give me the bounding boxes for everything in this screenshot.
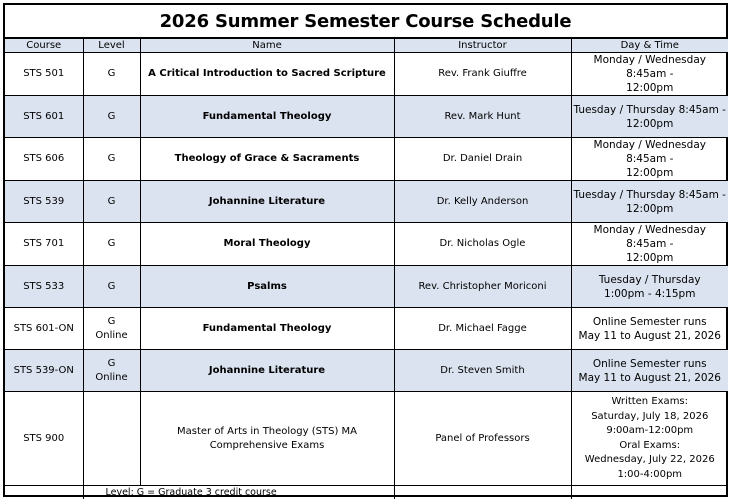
footnote-spacer xyxy=(5,486,83,500)
course-level: G xyxy=(83,266,140,308)
table-row xyxy=(5,53,728,96)
course-level: G xyxy=(83,53,140,96)
course-day-time: Online Semester runs May 11 to August 21, 2026 xyxy=(571,308,728,350)
course-name: Johannine Literature xyxy=(140,181,394,223)
course-level: G xyxy=(83,96,140,138)
col-header-course: Course xyxy=(5,39,83,53)
course-name: Master of Arts in Theology (STS) MA Comprehensive Exams xyxy=(140,392,394,486)
course-code: STS 601 xyxy=(5,96,83,138)
table-row xyxy=(5,266,728,308)
schedule-title: 2026 Summer Semester Course Schedule xyxy=(5,5,726,38)
course-name: Johannine Literature xyxy=(140,350,394,392)
course-name: Theology of Grace & Sacraments xyxy=(140,138,394,181)
table-row xyxy=(5,96,728,138)
course-code: STS 539 xyxy=(5,181,83,223)
col-header-instructor: Instructor xyxy=(394,39,571,53)
course-level: G xyxy=(83,181,140,223)
course-day-time: Written Exams: Saturday, July 18, 2026 9:00am-12:00pm Oral Exams: Wednesday, July 22, 2026 1:00-4:00pm xyxy=(571,392,728,486)
course-level xyxy=(83,392,140,486)
course-instructor: Rev. Christopher Moriconi xyxy=(394,266,571,308)
course-code: STS 539-ON xyxy=(5,350,83,392)
course-day-time: Online Semester runs May 11 to August 21, 2026 xyxy=(571,350,728,392)
course-instructor: Rev. Mark Hunt xyxy=(394,96,571,138)
course-code: STS 601-ON xyxy=(5,308,83,350)
course-day-time: Tuesday / Thursday 8:45am - 12:00pm xyxy=(571,181,728,223)
schedule-sheet xyxy=(3,3,728,497)
col-header-name: Name xyxy=(140,39,394,53)
course-name: A Critical Introduction to Sacred Scripture xyxy=(140,53,394,96)
table-row xyxy=(5,181,728,223)
course-code: STS 606 xyxy=(5,138,83,181)
course-name: Fundamental Theology xyxy=(140,308,394,350)
table-row xyxy=(5,308,728,350)
course-code: STS 701 xyxy=(5,223,83,266)
course-day-time: Monday / Wednesday 8:45am - 12:00pm xyxy=(571,138,728,181)
col-header-day-time: Day & Time xyxy=(571,39,728,53)
course-code: STS 501 xyxy=(5,53,83,96)
table-row xyxy=(5,350,728,392)
course-name: Moral Theology xyxy=(140,223,394,266)
course-instructor: Rev. Frank Giuffre xyxy=(394,53,571,96)
course-code: STS 533 xyxy=(5,266,83,308)
course-instructor: Panel of Professors xyxy=(394,392,571,486)
course-day-time: Monday / Wednesday 8:45am - 12:00pm xyxy=(571,53,728,96)
course-instructor: Dr. Michael Fagge xyxy=(394,308,571,350)
course-table xyxy=(5,38,728,499)
footnote-spacer xyxy=(571,486,728,500)
footnote-spacer xyxy=(394,486,571,500)
course-instructor: Dr. Daniel Drain xyxy=(394,138,571,181)
table-row xyxy=(5,138,728,181)
course-instructor: Dr. Kelly Anderson xyxy=(394,181,571,223)
course-instructor: Dr. Nicholas Ogle xyxy=(394,223,571,266)
table-row xyxy=(5,223,728,266)
footnote-row xyxy=(5,486,728,500)
course-level: G Online xyxy=(83,350,140,392)
course-level: G xyxy=(83,223,140,266)
course-day-time: Tuesday / Thursday 1:00pm - 4:15pm xyxy=(571,266,728,308)
course-level: G xyxy=(83,138,140,181)
course-instructor: Dr. Steven Smith xyxy=(394,350,571,392)
course-level: G Online xyxy=(83,308,140,350)
course-name: Psalms xyxy=(140,266,394,308)
header-row xyxy=(5,39,728,53)
col-header-level: Level xyxy=(83,39,140,53)
course-code: STS 900 xyxy=(5,392,83,486)
course-day-time: Monday / Wednesday 8:45am - 12:00pm xyxy=(571,223,728,266)
course-day-time: Tuesday / Thursday 8:45am - 12:00pm xyxy=(571,96,728,138)
level-footnote: Level: G = Graduate 3 credit course xyxy=(83,486,394,500)
table-row xyxy=(5,392,728,486)
course-name: Fundamental Theology xyxy=(140,96,394,138)
